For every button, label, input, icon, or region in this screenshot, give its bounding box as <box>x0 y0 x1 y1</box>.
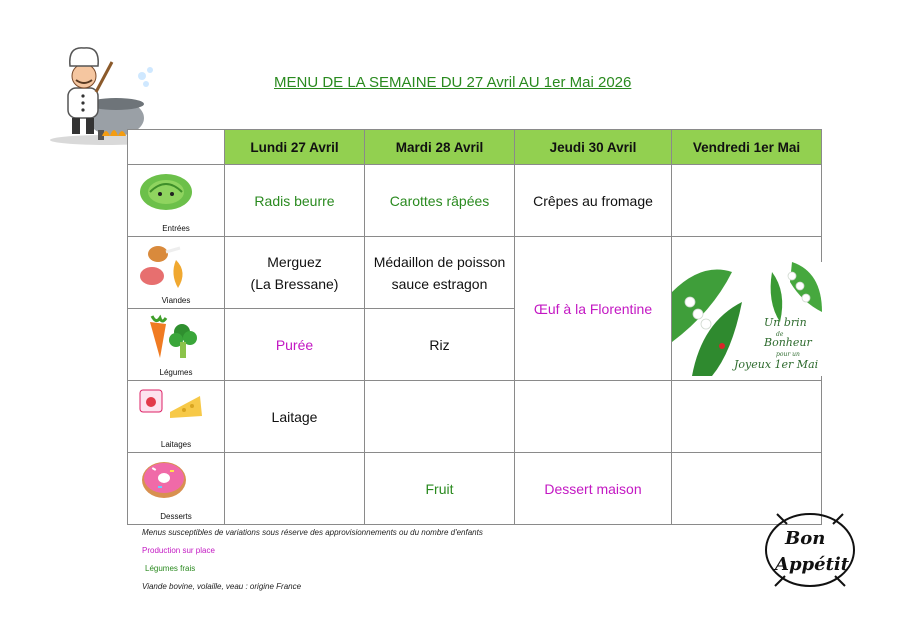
bon-appetit-logo <box>755 500 865 600</box>
category-legumes <box>128 309 225 381</box>
lily-text-line3: pour un <box>776 351 800 358</box>
category-viandes <box>128 237 225 309</box>
cell-vendredi-laitage <box>672 381 822 453</box>
logo-text-appetit: Appétit <box>775 554 850 575</box>
lily-text-line2a: de <box>776 331 784 338</box>
donut-icon <box>136 458 196 502</box>
dish-line: sauce estragon <box>391 275 488 292</box>
cell-lundi-legume: Purée <box>225 309 365 381</box>
row-entrees <box>128 165 822 237</box>
category-label: Desserts <box>160 512 192 521</box>
day-header-vendredi: Vendredi 1er Mai <box>672 130 822 165</box>
cell-lundi-entree: Radis beurre <box>225 165 365 237</box>
cell-vendredi-entree <box>672 165 822 237</box>
day-header-lundi: Lundi 27 Avril <box>225 130 365 165</box>
cell-mardi-dessert: Fruit <box>365 453 515 525</box>
cell-mardi-viande <box>365 237 515 309</box>
cell-jeudi-entree: Crêpes au fromage <box>515 165 672 237</box>
lettuce-icon <box>136 170 196 214</box>
note-production: Production sur place <box>142 546 215 555</box>
note-variations: Menus susceptibles de variations sous réserve des approvisionnements ou du nombre d'enfants <box>142 528 483 537</box>
row-desserts <box>128 453 822 525</box>
cell-lundi-laitage: Laitage <box>225 381 365 453</box>
row-laitages <box>128 381 822 453</box>
category-laitages <box>128 381 225 453</box>
lily-text-line1: Un brin <box>764 316 807 329</box>
category-label: Légumes <box>159 368 193 377</box>
cell-jeudi-viande-legume: Œuf à la Florentine <box>515 237 672 381</box>
cell-jeudi-dessert: Dessert maison <box>515 453 672 525</box>
cell-jeudi-laitage <box>515 381 672 453</box>
page-title: MENU DE LA SEMAINE DU 27 Avril AU 1er Mai 2026 <box>274 74 632 91</box>
lily-text-line4: Joyeux 1er Mai <box>734 358 819 371</box>
corner-cell <box>128 130 225 165</box>
note-origine: Viande bovine, volaille, veau : origine France <box>142 582 302 591</box>
dairy-icon <box>136 386 206 426</box>
dish-line: Médaillon de poisson <box>373 253 506 270</box>
dish-line: (La Bressane) <box>250 275 339 292</box>
category-label: Entrées <box>162 224 190 233</box>
day-header-jeudi: Jeudi 30 Avril <box>515 130 672 165</box>
cell-lundi-dessert <box>225 453 365 525</box>
cell-lundi-viande <box>225 237 365 309</box>
dish-line: Merguez <box>267 253 322 270</box>
day-header-mardi: Mardi 28 Avril <box>365 130 515 165</box>
cell-mardi-legume: Riz <box>365 309 515 381</box>
note-legumes-frais: Légumes frais <box>145 564 196 573</box>
cell-mardi-laitage <box>365 381 515 453</box>
category-entrees <box>128 165 225 237</box>
lily-of-the-valley-image <box>672 262 822 376</box>
category-label: Viandes <box>161 296 191 305</box>
vegetables-icon <box>136 314 200 364</box>
meat-fish-icon <box>136 242 196 292</box>
category-desserts <box>128 453 225 525</box>
lily-text-line2: Bonheur <box>764 336 812 349</box>
logo-text-bon: Bon <box>785 528 826 549</box>
cell-mardi-entree: Carottes râpées <box>365 165 515 237</box>
category-label: Laitages <box>160 440 192 449</box>
